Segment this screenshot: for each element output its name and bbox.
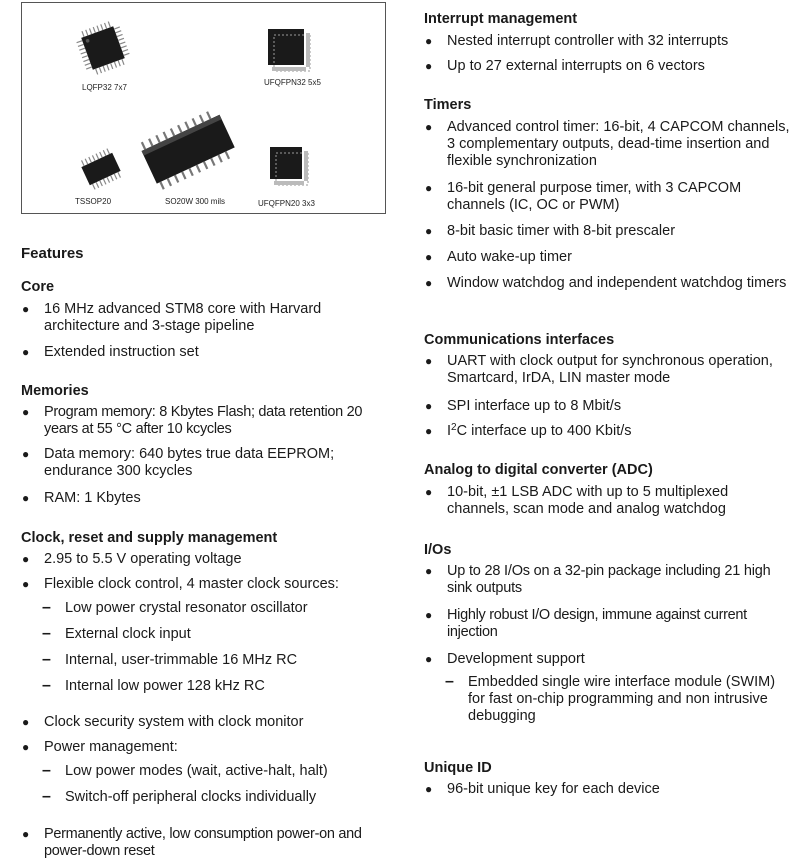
tssop20-chip-image xyxy=(72,141,130,197)
list-item: ● 96-bit unique key for each device xyxy=(424,781,792,798)
list-item: ● Clock security system with clock monitor xyxy=(21,714,394,731)
list-item: ● 8-bit basic timer with 8-bit prescaler xyxy=(424,223,792,240)
features-heading: Features xyxy=(21,245,84,262)
sub-list-item: – Low power crystal resonator oscillator xyxy=(42,600,395,617)
list-item: ● Window watchdog and independent watchdog timers xyxy=(424,275,792,292)
list-item: ● Highly robust I/O design, immune against current injection xyxy=(424,607,799,641)
ufqfpn32-chip-image xyxy=(262,23,314,75)
sub-list-item: – Embedded single wire interface module (SWIM) for fast on-chip programming and non intrusive debugging xyxy=(445,674,788,725)
sub-list-item: – Internal low power 128 kHz RC xyxy=(42,678,395,695)
list-item: ● 10-bit, ±1 LSB ADC with up to 5 multiplexed channels, scan mode and analog watchdog xyxy=(424,484,792,518)
list-item: ● Program memory: 8 Kbytes Flash; data retention 20 years at 55 °C after 10 kcycles xyxy=(21,404,394,438)
list-item: ● Nested interrupt controller with 32 interrupts xyxy=(424,33,797,50)
package-label: SO20W 300 mils xyxy=(165,197,226,206)
list-item-i2c xyxy=(424,423,792,441)
package-label: UFQFPN20 3x3 xyxy=(258,199,315,208)
package-label: UFQFPN32 5x5 xyxy=(264,78,321,87)
list-item: ● Extended instruction set xyxy=(21,344,394,361)
list-item: ● 16-bit general purpose timer, with 3 CAPCOM channels (IC, OC or PWM) xyxy=(424,180,792,214)
list-item: ● Permanently active, low consumption power-on and power-down reset xyxy=(21,826,389,860)
list-item: ● RAM: 1 Kbytes xyxy=(21,490,394,507)
sub-list-item: – External clock input xyxy=(42,626,395,643)
list-item: ● Data memory: 640 bytes true data EEPROM; endurance 300 kcycles xyxy=(21,446,394,480)
list-item: ● Power management: xyxy=(21,739,394,756)
io-heading: I/Os xyxy=(424,542,452,558)
list-item: ● Up to 28 I/Os on a 32-pin package including 21 high sink outputs xyxy=(424,563,799,597)
sub-list-item: – Internal, user-trimmable 16 MHz RC xyxy=(42,652,395,669)
package-label: TSSOP20 xyxy=(75,197,112,206)
clock-heading: Clock, reset and supply management xyxy=(21,530,278,546)
ufqfpn20-chip-image xyxy=(266,143,314,191)
memories-heading: Memories xyxy=(21,383,89,399)
adc-heading: Analog to digital converter (ADC) xyxy=(424,462,653,478)
sub-list-item: – Switch-off peripheral clocks individually xyxy=(42,789,395,806)
so20w-chip-image xyxy=(134,107,244,195)
lqfp32-chip-image xyxy=(72,19,134,77)
interrupt-heading: Interrupt management xyxy=(424,11,578,27)
list-item: ● Flexible clock control, 4 master clock sources: xyxy=(21,576,404,593)
list-item: ● UART with clock output for synchronous operation, Smartcard, IrDA, LIN master mode xyxy=(424,353,792,387)
list-item: ● 2.95 to 5.5 V operating voltage xyxy=(21,551,399,568)
list-item: ● SPI interface up to 8 Mbit/s xyxy=(424,398,792,415)
list-item: ● Development support xyxy=(424,651,792,668)
i2c-superscript: 2 xyxy=(451,422,457,433)
list-item: ● Up to 27 external interrupts on 6 vectors xyxy=(424,58,797,75)
sub-list-item: – Low power modes (wait, active-halt, halt) xyxy=(42,763,395,780)
package-label: LQFP32 7x7 xyxy=(82,83,127,92)
timers-heading: Timers xyxy=(424,97,472,113)
unique-id-heading: Unique ID xyxy=(424,760,492,776)
i2c-suffix: C interface up to 400 Kbit/s xyxy=(456,423,632,439)
comms-heading: Communications interfaces xyxy=(424,332,615,348)
list-item: ● Auto wake-up timer xyxy=(424,249,792,266)
i2c-prefix: I xyxy=(447,423,452,439)
core-heading: Core xyxy=(21,279,55,295)
package-figure xyxy=(21,2,386,214)
list-item: ● Advanced control timer: 16-bit, 4 CAPCOM channels, 3 complementary outputs, dead-time insertion and flexible synchronization xyxy=(424,119,792,170)
list-item: ● 16 MHz advanced STM8 core with Harvard architecture and 3-stage pipeline xyxy=(21,301,394,335)
